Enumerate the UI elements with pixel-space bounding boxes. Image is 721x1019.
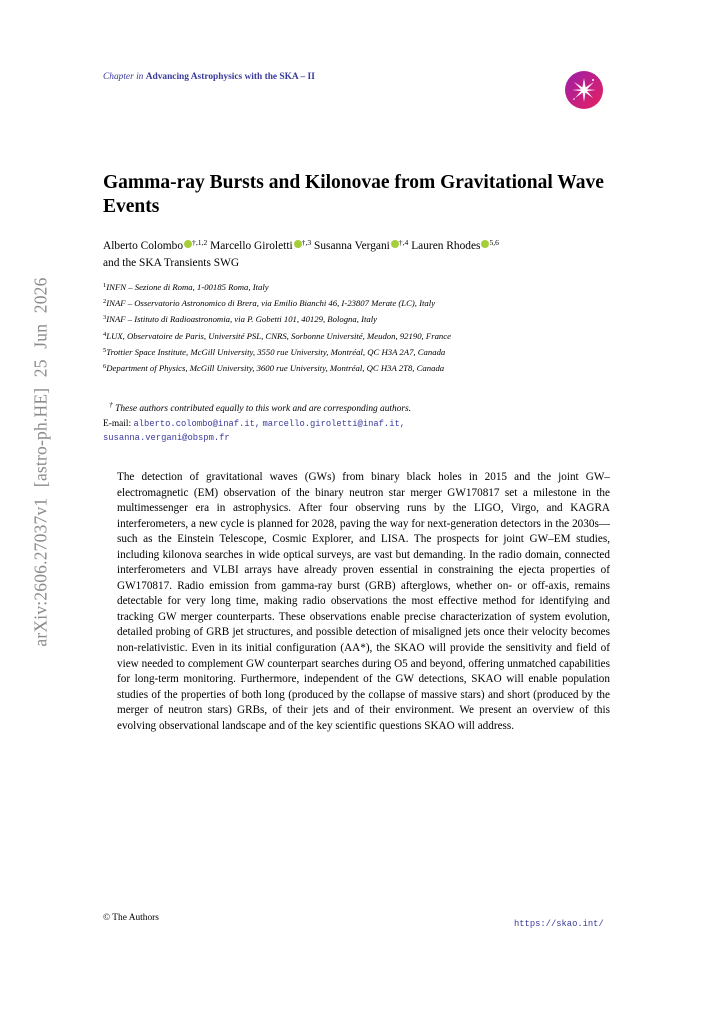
affiliation-item [103, 328, 643, 344]
orcid-icon[interactable] [184, 240, 192, 248]
ska-star-logo-icon [564, 70, 604, 110]
book-title: Advancing Astrophysics with the SKA – II [145, 72, 315, 82]
affiliation-text: Department of Physics, McGill University, 3600 rue University, Montréal, QC H3A 2T8, Canada [106, 363, 445, 374]
author-name: Marcello Giroletti [210, 240, 293, 252]
paper-title: Gamma-ray Bursts and Kilonovae from Gravitational Wave Events [103, 172, 604, 217]
email-line [103, 417, 633, 432]
affiliation-number: 2 [103, 298, 107, 306]
abstract: The detection of gravitational waves (GWs) from binary black holes in 2015 and the joint GW–electromagnetic (EM) observation of the binary neutron star merger GW170817 set a milestone in the multimessenger era in astrophysics. After four observing runs by the LIGO, Virgo, and KAGRA interferometers, a new cycle is planned for 2028, paving the way for next-generation detectors in the 2030s—such as the Einstein Telescope, Cosmic Explorer, and LISA. The prospects for joint GW–EM studies, including kilonova searches in wide optical surveys, are vast but demanding. In the radio domain, connected interferometers and VLBI arrays have already proven essential in constraining the ejecta properties of GW170817. Radio emission from gamma-ray burst (GRB) afterglows, whether on- or off-axis, remains detectable for very long time, making radio observations the most effective method for identifying and tracking GW merger counterparts. These observations enable precise characterization of system evolution, detailed probing of GRB jet structures, and possible detection of misaligned jets once their velocity becomes non-relativistic. Even in its initial configuration (AA*), the SKAO will provide the sensitivity and field of view needed to complement GW counterpart searches during O5 and beyond, offering unmatched capabilities for long-term monitoring. Furthermore, independent of the GW detections, SKAO will enable population studies of the properties of both long (produced by the collapse of massive stars) and short (produced by the merger of neutron stars) GRBs, of their jets and of their environment. We present an overview of this evolving observational landscape and of the key scientific questions SKAO will address. [117, 471, 610, 732]
note-text: These authors contributed equally to this work and are corresponding authors. [115, 404, 412, 414]
affiliation-item [103, 279, 643, 295]
affiliation-number: 6 [103, 363, 107, 371]
arxiv-sidebar [24, 268, 58, 656]
dagger-mark: † [109, 400, 113, 409]
author-marks: 5,6 [489, 238, 499, 247]
affiliation-item [103, 360, 643, 376]
chapter-header [103, 72, 315, 82]
arxiv-identifier: arXiv:2606.27037v1 [astro-ph.HE] 25 Jun 2026 [30, 277, 51, 647]
affiliation-text: LUX, Observatoire de Paris, Université PSL, CNRS, Sorbonne Université, Meudon, 92190, France [106, 330, 451, 341]
author-name: Susanna Vergani [314, 240, 390, 252]
affiliation-item [103, 295, 643, 311]
affiliation-text: Trottier Space Institute, McGill University, 3550 rue University, Montréal, QC H3A 2A7, Canada [106, 346, 446, 357]
affiliation-item [103, 344, 643, 360]
affiliation-number: 1 [103, 282, 107, 289]
affiliation-number: 4 [103, 330, 107, 338]
author-name: Lauren Rhodes [411, 240, 481, 252]
affiliation-text: INAF – Istituto di Radioastronomia, via P. Gobetti 101, 40129, Bologna, Italy [106, 314, 377, 325]
affiliation-number: 5 [103, 346, 107, 354]
affiliation-text: INFN – Sezione di Roma, 1-00185 Roma, Italy [106, 282, 269, 292]
author-group: and the SKA Transients SWG [103, 257, 240, 269]
affiliation-text: INAF – Osservatorio Astronomico di Brera, via Emilio Bianchi 46, I-23807 Merate (LC), Italy [106, 298, 436, 309]
author-marks: †,3 [301, 238, 312, 247]
affiliation-number: 3 [103, 314, 107, 322]
copyright-notice: © The Authors [103, 913, 159, 923]
equal-contribution-note [103, 402, 633, 417]
chapter-prefix: Chapter in [103, 72, 144, 82]
email-link[interactable]: susanna.vergani@obspm.fr [103, 433, 230, 443]
orcid-icon[interactable] [294, 240, 302, 248]
author-marks: †,4 [398, 238, 409, 247]
affiliation-item [103, 311, 643, 327]
skao-link[interactable]: https://skao.int/ [514, 919, 604, 929]
author-marks: †,1,2 [192, 238, 208, 247]
correspondence-block [103, 402, 633, 446]
email-link[interactable]: alberto.colombo@inaf.it, [133, 418, 261, 429]
email-link[interactable]: marcello.giroletti@inaf.it, [262, 418, 406, 429]
orcid-icon[interactable] [391, 240, 399, 248]
author-list [103, 238, 633, 272]
author-name: Alberto Colombo [103, 240, 184, 252]
email-label: E-mail: [103, 418, 132, 429]
affiliation-list [103, 279, 643, 376]
email-line [103, 431, 633, 446]
